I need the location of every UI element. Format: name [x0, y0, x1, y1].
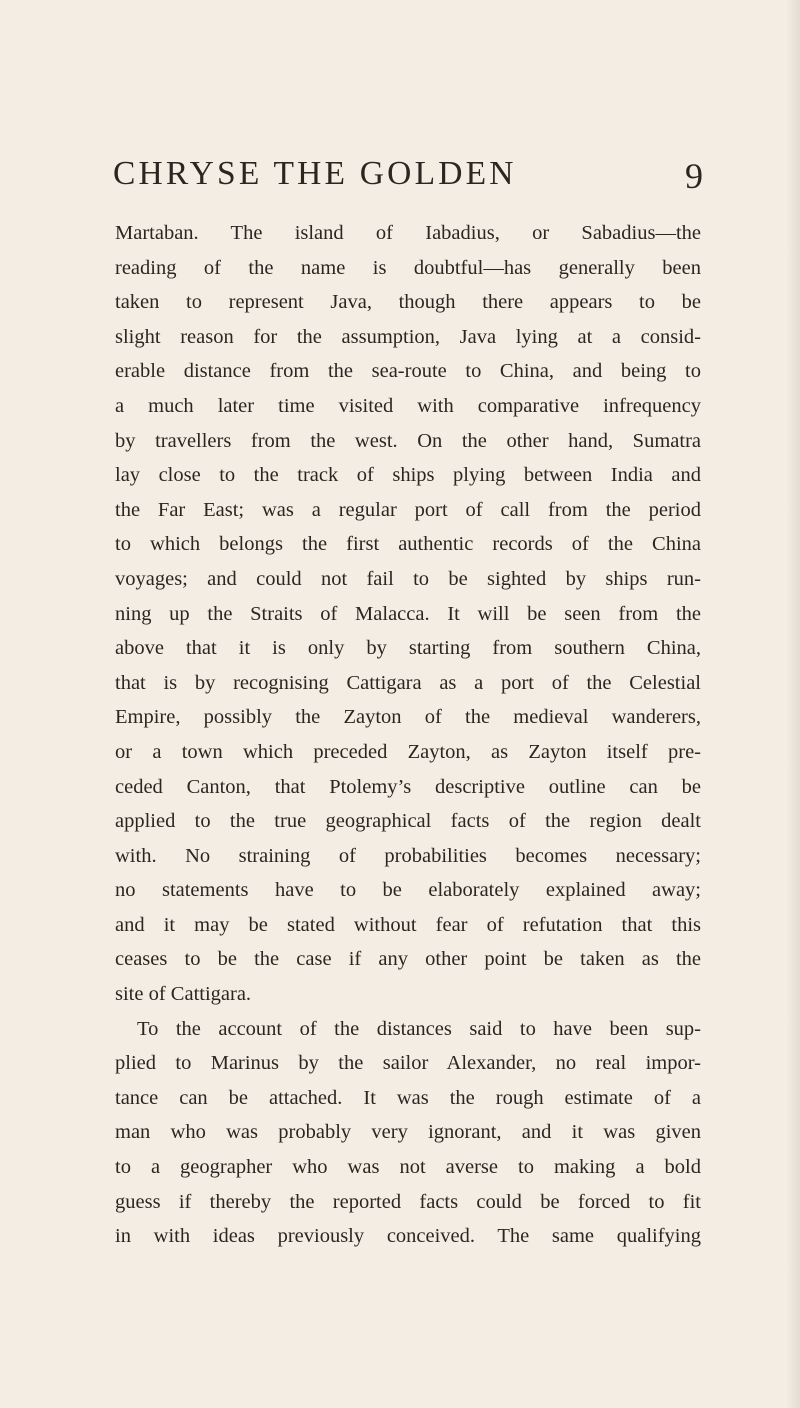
running-head: CHRYSE THE GOLDEN [113, 155, 517, 192]
page-header [113, 154, 703, 194]
text-line: voyages; and could not fail to be sighted by ships run- [115, 567, 701, 590]
text-line: and it may be stated without fear of refutation that this [115, 913, 701, 936]
text-line: ning up the Straits of Malacca. It will be seen from the [115, 602, 701, 625]
text-line: the Far East; was a regular port of call from the period [115, 498, 701, 521]
page-number: 9 [685, 156, 703, 196]
text-line: with. No straining of probabilities becomes necessary; [115, 844, 701, 867]
text-line: or a town which preceded Zayton, as Zayton itself pre- [115, 740, 701, 763]
text-line: to a geographer who was not averse to making a bold [115, 1156, 701, 1179]
text-line: tance can be attached. It was the rough estimate of a [115, 1086, 701, 1109]
text-line: by travellers from the west. On the other hand, Sumatra [115, 429, 701, 452]
text-line: reading of the name is doubtful—has generally been [115, 256, 701, 279]
text-line: Empire, possibly the Zayton of the medieval wanderers, [115, 706, 701, 729]
text-line: ceded Canton, that Ptolemy’s descriptive outline can be [115, 775, 701, 798]
text-line: plied to Marinus by the sailor Alexander, no real impor- [115, 1052, 701, 1075]
text-line: applied to the true geographical facts of the region dealt [115, 810, 701, 833]
text-line: ceases to be the case if any other point be taken as the [115, 948, 701, 971]
text-line: lay close to the track of ships plying between India and [115, 464, 701, 487]
text-line: above that it is only by starting from southern China, [115, 637, 701, 660]
text-line: slight reason for the assumption, Java lying at a consid- [115, 325, 701, 348]
paragraph-end-line: site of Cattigara. [115, 983, 252, 1006]
text-line: erable distance from the sea-route to China, and being to [115, 360, 701, 383]
text-line: taken to represent Java, though there appears to be [115, 291, 701, 314]
text-line: man who was probably very ignorant, and it was given [115, 1121, 701, 1144]
text-line: to which belongs the first authentic records of the China [115, 533, 701, 556]
text-line: that is by recognising Cattigara as a port of the Celestial [115, 671, 701, 694]
paragraph-start-line: To the account of the distances said to have been sup- [137, 1017, 701, 1040]
text-line: no statements have to be elaborately explained away; [115, 879, 701, 902]
text-line: in with ideas previously conceived. The same qualifying [115, 1225, 701, 1248]
text-line: Martaban. The island of Iabadius, or Sabadius—the [115, 222, 701, 244]
body-text [115, 216, 701, 1254]
text-line: a much later time visited with comparative infrequency [115, 394, 701, 417]
text-line: guess if thereby the reported facts could be forced to fit [115, 1190, 701, 1213]
page-edge-shadow [786, 0, 800, 1408]
